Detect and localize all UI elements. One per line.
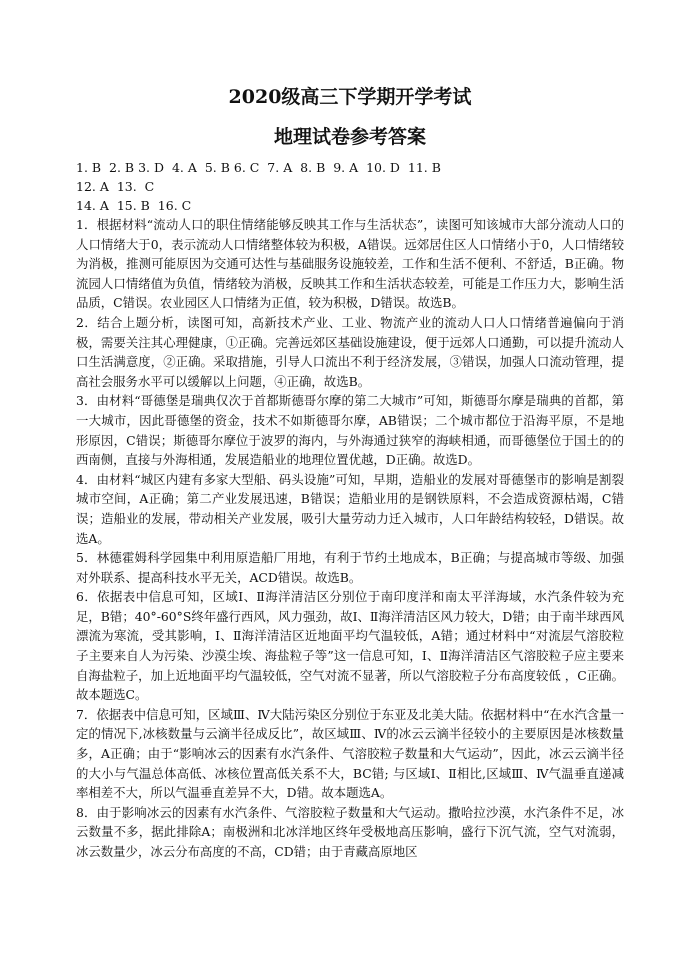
explanation-paragraph: 7．依据表中信息可知，区域Ⅲ、Ⅳ大陆污染区分别位于东亚及北美大陆。依据材料中“在水汽含量一定的情况下,冰核数量与云滴半径成反比”，故区域Ⅲ、Ⅳ的冰云云滴半径较小的主要原因是冰核数量多，A正确；由于“影响冰云的因素有水汽条件、气溶胶粒子数量和大气运动”，因此，冰云云滴半径的大小与气温总体高低、冰核位置高低关系不大，BC错; 与区域Ⅰ、Ⅱ相比,区域Ⅲ、Ⅳ气温垂直递减率相差不大，所以气温垂直差异不大，D错。故本题选A。 bbox=[76, 706, 624, 801]
explanation-paragraph: 8．由于影响冰云的因素有水汽条件、气溶胶粒子数量和大气运动。撒哈拉沙漠，水汽条件不足，冰云数量不多，据此排除A；南极洲和北冰洋地区终年受极地高压影响，盛行下沉气流，空气对流弱，冰云数量少，冰云分布高度的不高，CD错；由于青藏高原地区 bbox=[76, 804, 624, 859]
explanation-paragraph: 2．结合上题分析，读图可知，高新技术产业、工业、物流产业的流动人口人口情绪普遍偏向于消极，需要关注其心理健康，①正确。完善远郊区基础设施建设，便于远郊人口通勤，可以提升流动人口生活满意度，②正确。采取措施，引导人口流出不利于经济发展，③错误，加强人口流动管理，提高社会服务水平可以缓解以上问题，④正确，故选B。 bbox=[76, 314, 624, 389]
explanation-paragraph: 3．由材料“哥德堡是瑞典仅次于首都斯德哥尔摩的第二大城市”可知，斯德哥尔摩是瑞典的首都，第一大城市，因此哥德堡的资金，技术不如斯德哥尔摩，AB错误；二个城市都位于沿海平原，不是地形原因，C错误；斯德哥尔摩位于波罗的海内，与外海通过狭窄的海峡相通，而哥德堡位于国土的的西南侧，直接与外海相通，发展造船业的地理位置优越，D正确。故选D。 bbox=[76, 393, 624, 468]
answer-key-subtitle: 地理试卷参考答案 bbox=[273, 126, 426, 148]
answer-list bbox=[76, 158, 624, 215]
answer-line: 12. A 13. C bbox=[76, 179, 155, 194]
explanation-paragraph: 6．依据表中信息可知，区域Ⅰ、Ⅱ海洋清洁区分别位于南印度洋和南太平洋海域，水汽条件较为充足，B错；40°-60°S终年盛行西风，风力强劲，故Ⅰ、Ⅱ海洋清洁区风力较大，D错；由于南半球西风漂流为寒流，受其影响，Ⅰ、Ⅱ海洋清洁区近地面平均气温较低，A错；通过材料中“对流层气溶胶粒子主要来自人为污染、沙漠尘埃、海盐粒子等”这一信息可知，Ⅰ、Ⅱ海洋清洁区气溶胶粒子应主要来自海盐粒子，加上近地面平均气温较低，空气对流不显著，所以气溶胶粒子分布高度较低 ，C正确。故本题选C。 bbox=[76, 589, 624, 703]
explanation-paragraph: 1．根据材料“流动人口的职住情绪能够反映其工作与生活状态”，读图可知该城市大部分流动人口的人口情绪大于0，表示流动人口情绪整体较为积极，A错误。远郊居住区人口情绪小于0，人口情绪较为消极，推测可能原因为交通可达性与基础服务设施较差，工作和生活不便利、不舒适，B正确。物流园人口情绪值为负值，情绪较为消极，反映其工作和生活状态较差，可能是工作压力大，影响生活品质，C错误。农业园区人口情绪为正值，较为积极，D错误。故选B。 bbox=[76, 217, 624, 311]
explanation-paragraph: 4．由材料“城区内建有多家大型船、码头设施”可知，早期，造船业的发展对哥德堡市的影响是割裂城市空间，A正确；第二产业发展迅速，B错误；造船业用的是钢铁原料，不会造成资源枯竭，C错误；造船业的发展，带动相关产业发展，吸引大量劳动力迁入城市，人口年龄结构较轻，D错误。故选A。 bbox=[76, 471, 624, 546]
answer-line: 14. A 15. B 16. C bbox=[76, 198, 192, 213]
exam-title: 2020级高三下学期开学考试 bbox=[228, 86, 472, 108]
explanation-list bbox=[76, 215, 624, 862]
explanation-paragraph: 5．林德霍姆科学园集中利用原造船厂用地，有利于节约土地成本，B正确；与提高城市等级、加强对外联系、提高科技水平无关，ACD错误。故选B。 bbox=[76, 550, 624, 585]
answer-line: 1. B 2. B 3. D 4. A 5. B 6. C 7. A 8. B 9. A 10. D 11. B bbox=[76, 160, 441, 175]
